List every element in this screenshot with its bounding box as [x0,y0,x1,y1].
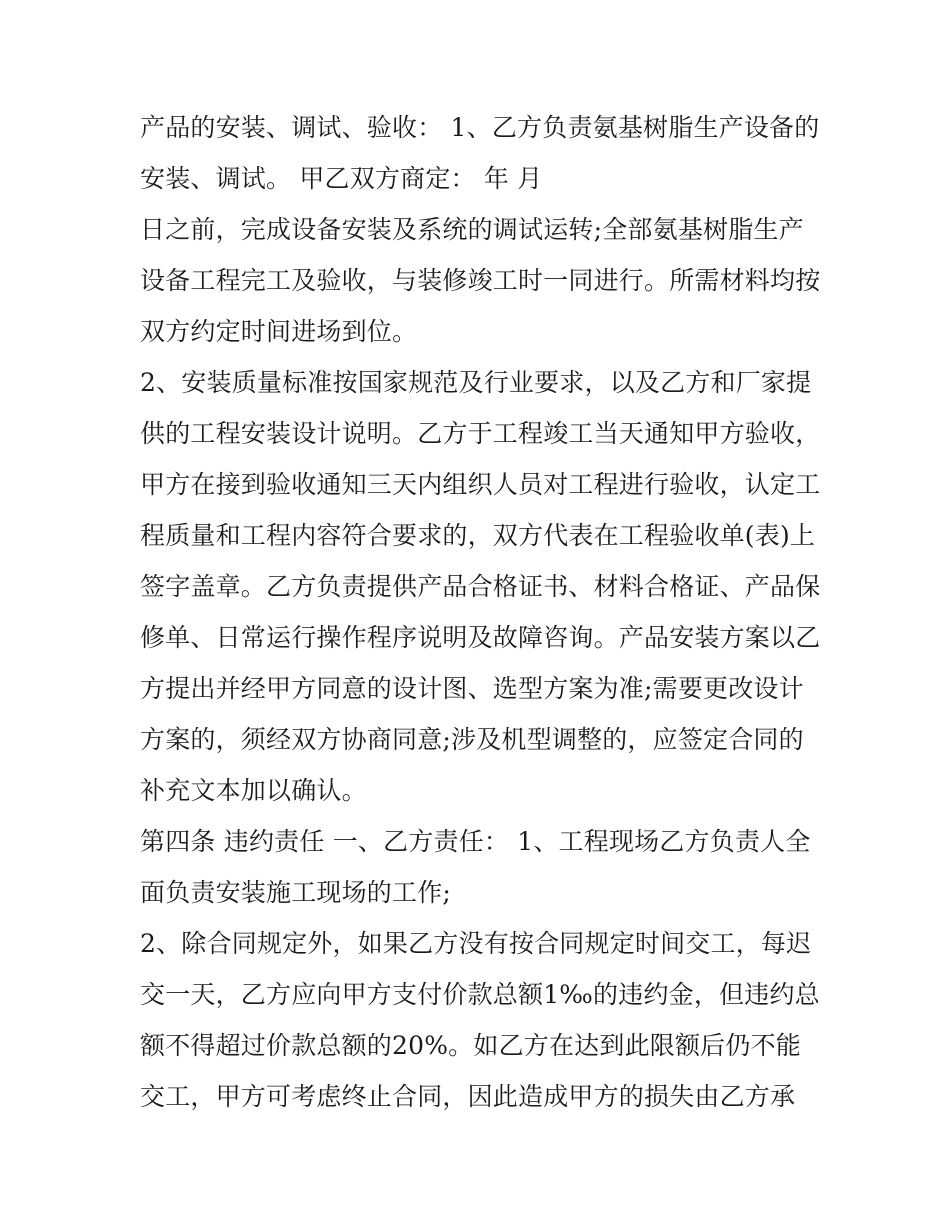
text-line: 2、除合同规定外，如果乙方没有按合同规定时间交工，每迟 [140,929,812,958]
text-line: 方案的，须经双方协商同意;涉及机型调整的，应签定合同的 [140,725,804,754]
text-line: 日之前，完成设备安装及系统的调试运转;全部氨基树脂生产 [140,215,804,244]
text-line: 程质量和工程内容符合要求的，双方代表在工程验收单(表)上 [140,521,816,550]
text-line: 2、安装质量标准按国家规范及行业要求，以及乙方和厂家提 [140,368,812,397]
text-line: 额不得超过价款总额的20%。如乙方在达到此限额后仍不能 [140,1031,801,1060]
text-line: 补充文本加以确认。 [140,776,367,805]
text-line: 产品的安装、调试、验收： 1、乙方负责氨基树脂生产设备的 [140,113,820,142]
text-line: 供的工程安装设计说明。乙方于工程竣工当天通知甲方验收， [140,419,821,448]
text-line: 双方约定时间进场到位。 [140,317,418,346]
text-line: 设备工程完工及验收，与装修竣工时一同进行。所需材料均按 [140,266,821,295]
text-line: 签字盖章。乙方负责提供产品合格证书、材料合格证、产品保 [140,572,821,601]
text-line: 方提出并经甲方同意的设计图、选型方案为准;需要更改设计 [140,674,804,703]
text-line: 面负责安装施工现场的工作; [140,878,452,907]
document-body [140,102,820,1122]
text-line: 修单、日常运行操作程序说明及故障咨询。产品安装方案以乙 [140,623,821,652]
text-line: 安装、调试。 甲乙双方商定： 年 月 [140,164,543,193]
text-line: 甲方在接到验收通知三天内组织人员对工程进行验收，认定工 [140,470,821,499]
text-line: 交一天，乙方应向甲方支付价款总额1‰的违约金，但违约总 [140,980,820,1009]
text-line: 交工，甲方可考虑终止合同，因此造成甲方的损失由乙方承 [140,1082,796,1111]
text-line: 第四条 违约责任 一、乙方责任： 1、工程现场乙方负责人全 [140,827,811,856]
